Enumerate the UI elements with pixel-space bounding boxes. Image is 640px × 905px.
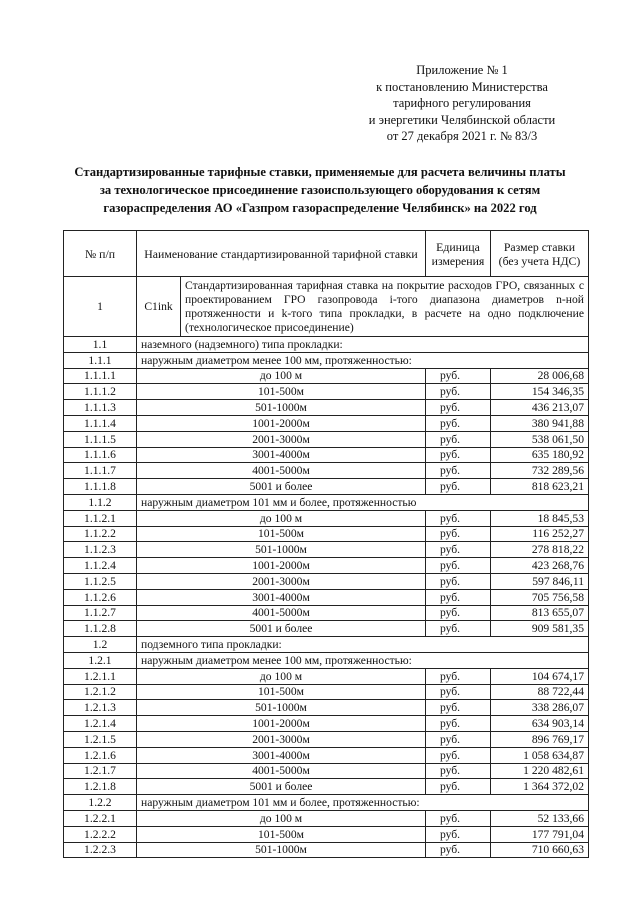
appendix-line: к постановлению Министерства <box>376 79 548 94</box>
row-rate-value: 538 061,50 <box>491 431 589 447</box>
row-rate-value: 813 655,07 <box>491 605 589 621</box>
row-number: 1.2.1.6 <box>64 747 137 763</box>
row-unit: руб. <box>426 415 491 431</box>
row-unit: руб. <box>426 621 491 637</box>
section-heading: наружным диаметром 101 мм и более, протяженностью <box>137 494 589 510</box>
row-length-range: 501-1000м <box>137 542 426 558</box>
row-number: 1.2.1.7 <box>64 763 137 779</box>
row-rate-value: 380 941,88 <box>491 415 589 431</box>
table-row <box>64 716 589 732</box>
row-number: 1.2.2 <box>64 795 137 811</box>
section-row <box>64 352 589 368</box>
row-unit: руб. <box>426 368 491 384</box>
row-number: 1.1.2.2 <box>64 526 137 542</box>
main-row-num: 1 <box>64 277 137 337</box>
table-row <box>64 605 589 621</box>
table-row <box>64 479 589 495</box>
row-unit: руб. <box>426 510 491 526</box>
appendix-line: от 27 декабря 2021 г. № 83/3 <box>386 129 538 144</box>
row-rate-value: 705 756,58 <box>491 589 589 605</box>
title-line: газораспределения АО «Газпром газораспределение Челябинск» на 2022 год <box>103 201 537 215</box>
row-length-range: до 100 м <box>137 810 426 826</box>
row-length-range: 4001-5000м <box>137 463 426 479</box>
row-rate-value: 634 903,14 <box>491 716 589 732</box>
appendix-line: Приложение № 1 <box>416 63 508 77</box>
table-row <box>64 431 589 447</box>
row-number: 1.1.2.8 <box>64 621 137 637</box>
row-unit: руб. <box>426 431 491 447</box>
row-rate-value: 1 364 372,02 <box>491 779 589 795</box>
row-number: 1.2.1 <box>64 652 137 668</box>
main-rate-row <box>64 277 589 337</box>
table-row <box>64 463 589 479</box>
table-row <box>64 763 589 779</box>
row-unit: руб. <box>426 589 491 605</box>
row-rate-value: 1 220 482,61 <box>491 763 589 779</box>
main-row-description: Стандартизированная тарифная ставка на покрытие расходов ГРО, связанных с проектированием ГРО газопровода i-того диапазона диаметров n-ной протяженности и k-того типа прокладки, в расчете на одно подключение (технологическое присоединение) <box>181 277 589 337</box>
row-rate-value: 18 845,53 <box>491 510 589 526</box>
row-rate-value: 710 660,63 <box>491 842 589 858</box>
row-length-range: 501-1000м <box>137 400 426 416</box>
title-line: за технологическое присоединение газоиспользующего оборудования к сетям <box>99 183 541 197</box>
table-row <box>64 558 589 574</box>
row-rate-value: 52 133,66 <box>491 810 589 826</box>
row-number: 1.2.2.2 <box>64 826 137 842</box>
row-number: 1.1.1.6 <box>64 447 137 463</box>
row-unit: руб. <box>426 810 491 826</box>
row-number: 1.1.1.1 <box>64 368 137 384</box>
title-line: Стандартизированные тарифные ставки, применяемые для расчета величины платы <box>74 165 566 179</box>
row-number: 1.1.1.5 <box>64 431 137 447</box>
row-rate-value: 896 769,17 <box>491 731 589 747</box>
row-length-range: 3001-4000м <box>137 747 426 763</box>
row-number: 1.1.1 <box>64 352 137 368</box>
table-row <box>64 621 589 637</box>
row-unit: руб. <box>426 447 491 463</box>
row-rate-value: 116 252,27 <box>491 526 589 542</box>
table-row <box>64 747 589 763</box>
row-unit: руб. <box>426 668 491 684</box>
row-rate-value: 597 846,11 <box>491 573 589 589</box>
row-unit: руб. <box>426 684 491 700</box>
row-unit: руб. <box>426 526 491 542</box>
row-number: 1.2.1.1 <box>64 668 137 684</box>
row-unit: руб. <box>426 826 491 842</box>
row-length-range: 5001 и более <box>137 479 426 495</box>
main-row-code: C1ink <box>137 277 181 337</box>
row-number: 1.1.2.6 <box>64 589 137 605</box>
appendix-line: тарифного регулирования <box>393 96 531 111</box>
row-number: 1.2.2.3 <box>64 842 137 858</box>
table-row <box>64 731 589 747</box>
section-row <box>64 795 589 811</box>
section-row <box>64 652 589 668</box>
row-rate-value: 338 286,07 <box>491 700 589 716</box>
row-number: 1.2.1.8 <box>64 779 137 795</box>
table-header-row <box>64 231 589 277</box>
row-rate-value: 1 058 634,87 <box>491 747 589 763</box>
row-number: 1.1.2.5 <box>64 573 137 589</box>
row-number: 1.2.1.3 <box>64 700 137 716</box>
row-number: 1.1.1.3 <box>64 400 137 416</box>
row-number: 1.1.2.4 <box>64 558 137 574</box>
row-rate-value: 818 623,21 <box>491 479 589 495</box>
table-row <box>64 447 589 463</box>
row-length-range: до 100 м <box>137 368 426 384</box>
table-row <box>64 589 589 605</box>
table-row <box>64 384 589 400</box>
row-length-range: 4001-5000м <box>137 605 426 621</box>
row-number: 1.1.1.8 <box>64 479 137 495</box>
row-length-range: 2001-3000м <box>137 731 426 747</box>
row-length-range: до 100 м <box>137 668 426 684</box>
row-number: 1.2.1.2 <box>64 684 137 700</box>
row-unit: руб. <box>426 542 491 558</box>
row-length-range: 101-500м <box>137 684 426 700</box>
row-length-range: до 100 м <box>137 510 426 526</box>
row-unit: руб. <box>426 763 491 779</box>
row-length-range: 101-500м <box>137 384 426 400</box>
row-unit: руб. <box>426 779 491 795</box>
header-num: № п/п <box>64 231 137 277</box>
row-length-range: 501-1000м <box>137 842 426 858</box>
row-number: 1.2 <box>64 637 137 653</box>
row-number: 1.1.2.7 <box>64 605 137 621</box>
row-unit: руб. <box>426 479 491 495</box>
appendix-line: и энергетики Челябинской области <box>368 112 556 127</box>
table-row <box>64 510 589 526</box>
header-name: Наименование стандартизированной тарифной ставки <box>137 231 426 277</box>
row-rate-value: 278 818,22 <box>491 542 589 558</box>
row-unit: руб. <box>426 400 491 416</box>
row-length-range: 2001-3000м <box>137 573 426 589</box>
row-number: 1.1.2 <box>64 494 137 510</box>
row-length-range: 1001-2000м <box>137 415 426 431</box>
row-number: 1.1.1.2 <box>64 384 137 400</box>
row-unit: руб. <box>426 384 491 400</box>
row-unit: руб. <box>426 747 491 763</box>
table-row <box>64 842 589 858</box>
table-row <box>64 779 589 795</box>
table-row <box>64 826 589 842</box>
row-number: 1.2.2.1 <box>64 810 137 826</box>
table-row <box>64 700 589 716</box>
row-number: 1.1.1.4 <box>64 415 137 431</box>
row-rate-value: 732 289,56 <box>491 463 589 479</box>
header-rate: Размер ставки (без учета НДС) <box>491 231 589 277</box>
header-unit: Единица измерения <box>426 231 491 277</box>
document-title <box>40 163 600 217</box>
table-row <box>64 573 589 589</box>
row-number: 1.1 <box>64 337 137 353</box>
row-number: 1.1.1.7 <box>64 463 137 479</box>
row-rate-value: 635 180,92 <box>491 447 589 463</box>
row-rate-value: 104 674,17 <box>491 668 589 684</box>
row-length-range: 5001 и более <box>137 621 426 637</box>
row-number: 1.1.2.1 <box>64 510 137 526</box>
section-heading: подземного типа прокладки: <box>137 637 589 653</box>
row-length-range: 3001-4000м <box>137 447 426 463</box>
section-row <box>64 337 589 353</box>
row-length-range: 3001-4000м <box>137 589 426 605</box>
row-length-range: 2001-3000м <box>137 431 426 447</box>
row-unit: руб. <box>426 573 491 589</box>
row-length-range: 501-1000м <box>137 700 426 716</box>
row-unit: руб. <box>426 463 491 479</box>
section-heading: наружным диаметром менее 100 мм, протяженностью: <box>137 352 589 368</box>
appendix-block <box>320 62 604 145</box>
section-heading: наружным диаметром 101 мм и более, протяженностью: <box>137 795 589 811</box>
section-row <box>64 637 589 653</box>
row-unit: руб. <box>426 842 491 858</box>
row-rate-value: 423 268,76 <box>491 558 589 574</box>
row-number: 1.1.2.3 <box>64 542 137 558</box>
row-length-range: 1001-2000м <box>137 558 426 574</box>
row-rate-value: 154 346,35 <box>491 384 589 400</box>
row-number: 1.2.1.5 <box>64 731 137 747</box>
row-unit: руб. <box>426 700 491 716</box>
table-row <box>64 526 589 542</box>
section-heading: наземного (надземного) типа прокладки: <box>137 337 589 353</box>
table-row <box>64 810 589 826</box>
section-heading: наружным диаметром менее 100 мм, протяженностью: <box>137 652 589 668</box>
row-length-range: 101-500м <box>137 826 426 842</box>
row-rate-value: 436 213,07 <box>491 400 589 416</box>
row-rate-value: 88 722,44 <box>491 684 589 700</box>
row-unit: руб. <box>426 731 491 747</box>
row-rate-value: 28 006,68 <box>491 368 589 384</box>
row-length-range: 5001 и более <box>137 779 426 795</box>
table-row <box>64 684 589 700</box>
row-unit: руб. <box>426 716 491 732</box>
row-rate-value: 177 791,04 <box>491 826 589 842</box>
table-row <box>64 368 589 384</box>
section-row <box>64 494 589 510</box>
row-length-range: 1001-2000м <box>137 716 426 732</box>
table-row <box>64 400 589 416</box>
tariff-table <box>63 230 589 858</box>
row-rate-value: 909 581,35 <box>491 621 589 637</box>
row-length-range: 4001-5000м <box>137 763 426 779</box>
table-row <box>64 415 589 431</box>
table-row <box>64 542 589 558</box>
table-row <box>64 668 589 684</box>
row-number: 1.2.1.4 <box>64 716 137 732</box>
row-unit: руб. <box>426 605 491 621</box>
row-unit: руб. <box>426 558 491 574</box>
row-length-range: 101-500м <box>137 526 426 542</box>
